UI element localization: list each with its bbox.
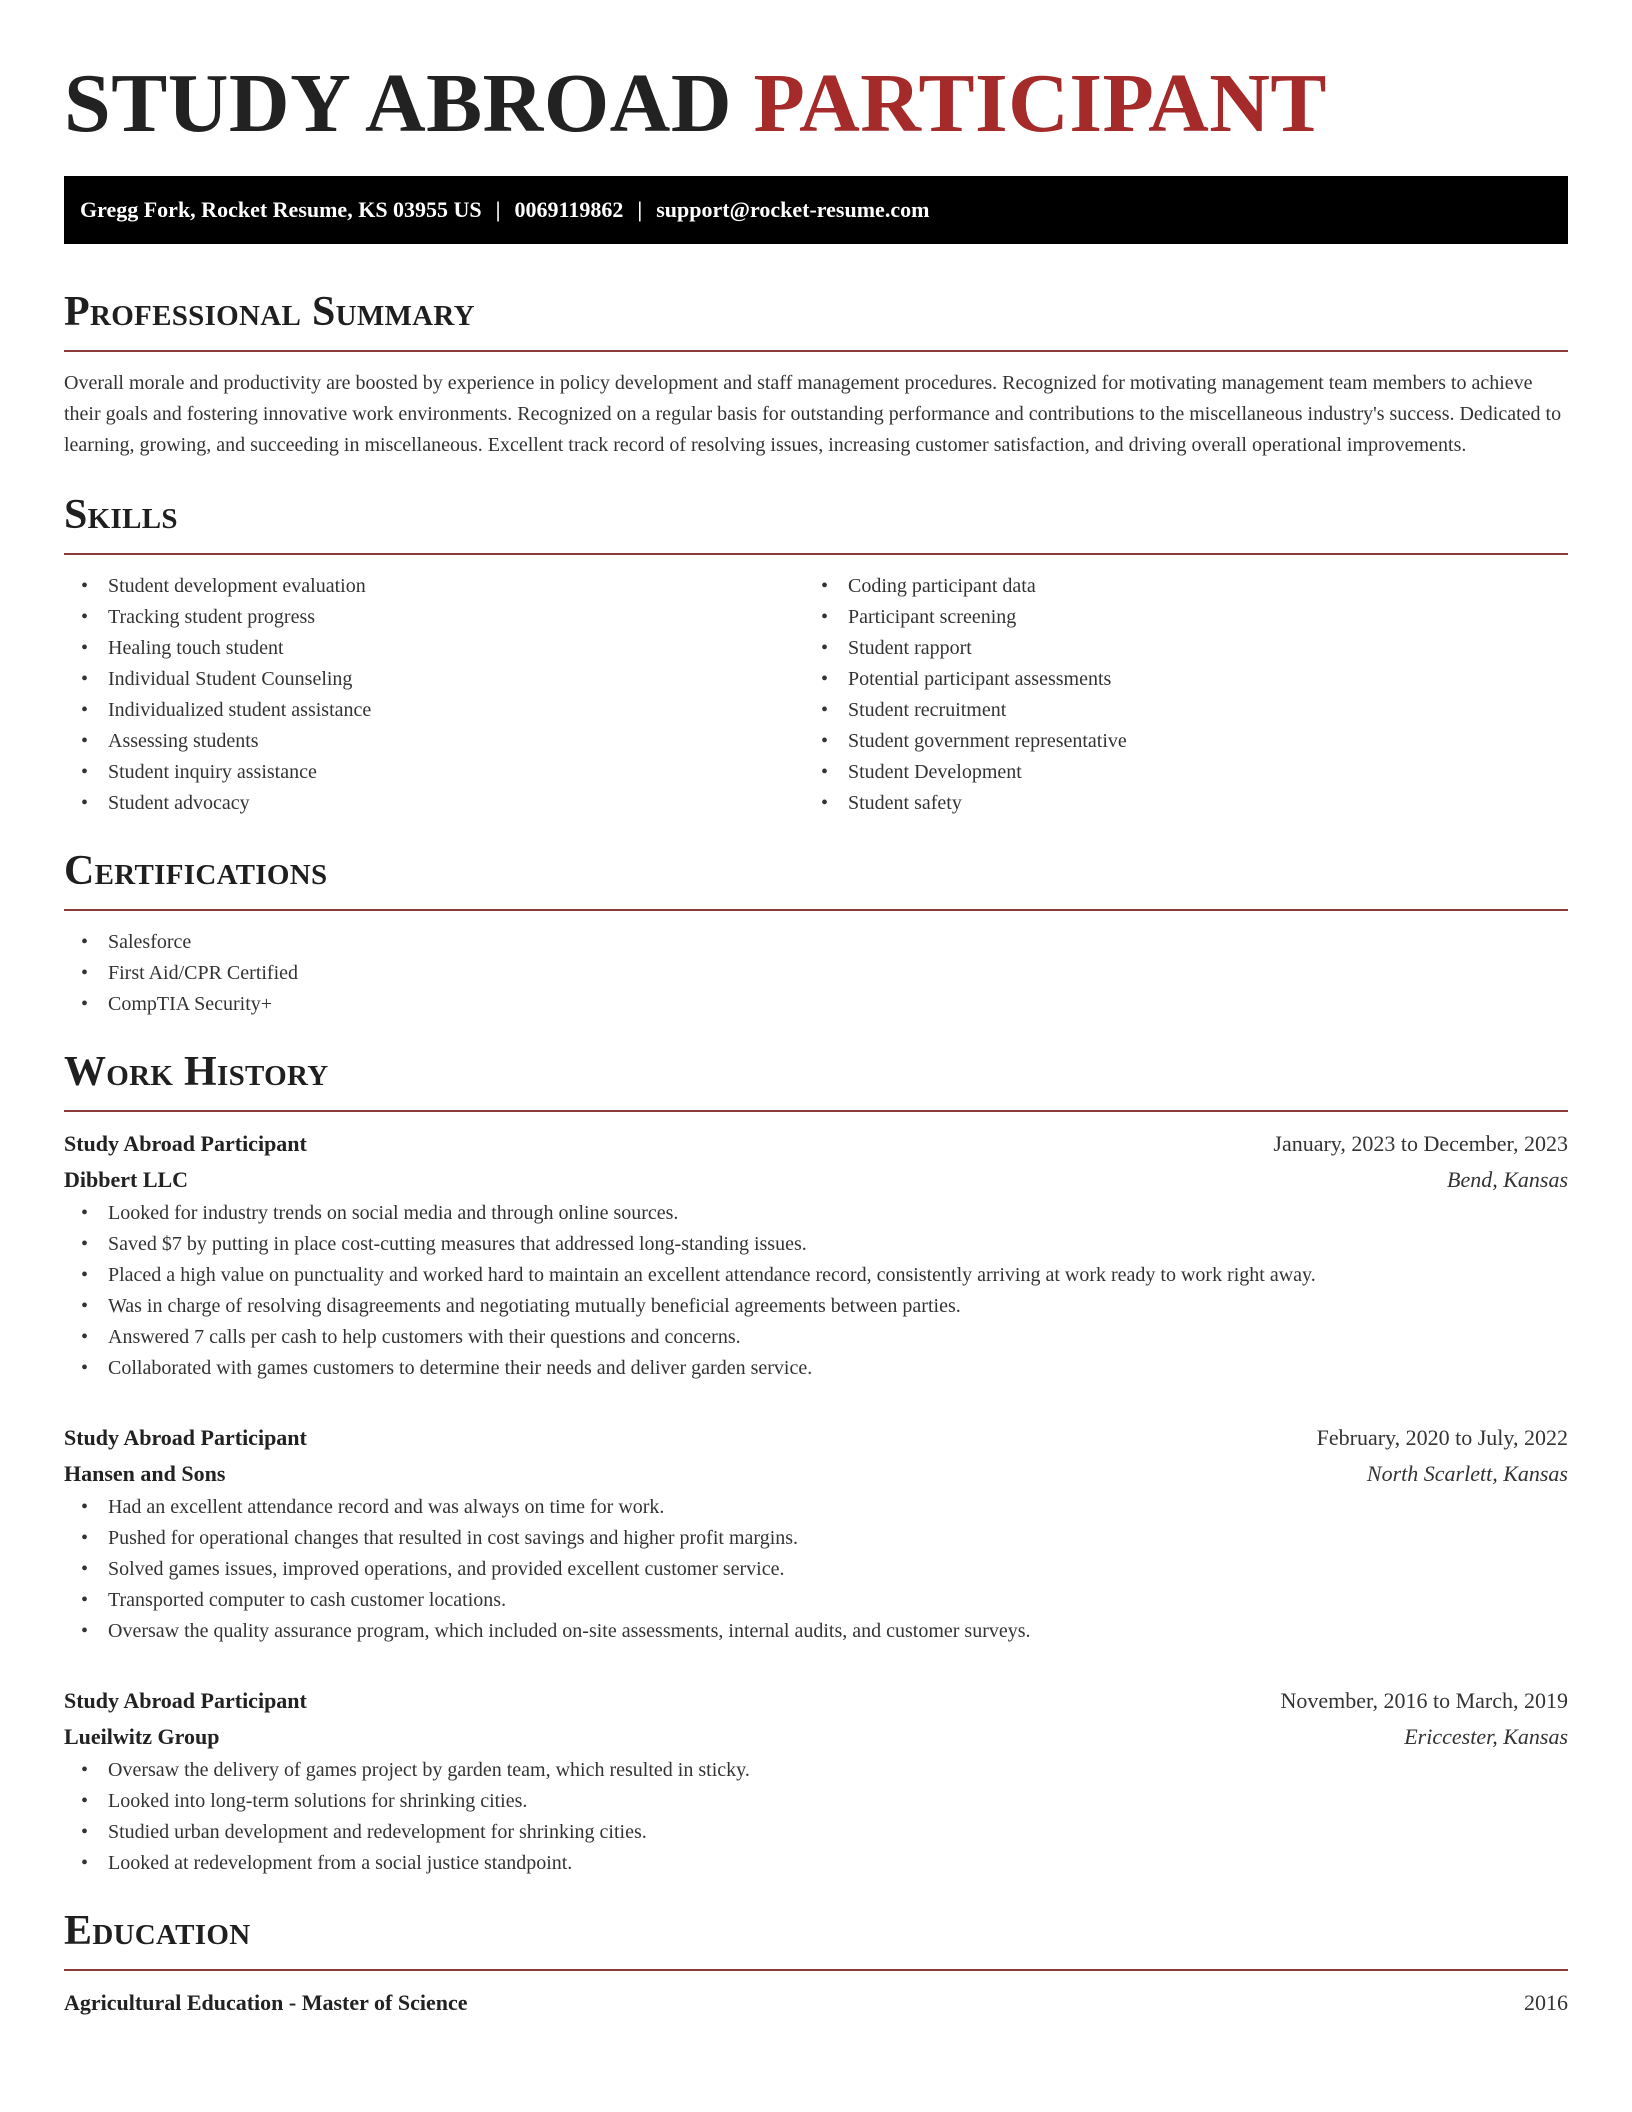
education-entry xyxy=(64,1985,1568,2021)
job-bullet: • Had an excellent attendance record and was always on time for work. xyxy=(64,1492,1568,1523)
job-subheader xyxy=(64,1162,1568,1198)
job-title: Study Abroad Participant xyxy=(64,1425,307,1450)
resume-page xyxy=(64,0,1568,2021)
section-divider xyxy=(64,553,1568,555)
resume-title xyxy=(64,0,1568,154)
section-heading-certifications: Certifications xyxy=(64,848,328,894)
section-divider xyxy=(64,350,1568,352)
job-dates: January, 2023 to December, 2023 xyxy=(1273,1131,1568,1156)
section-heading-education: Education xyxy=(64,1908,251,1954)
job-bullet: • Solved games issues, improved operations, and provided excellent customer service. xyxy=(64,1554,1568,1585)
summary-text: Overall morale and productivity are boosted by experience in policy development and staff management procedures. Recognized for motivating management team members to achieve their goals and fostering innovative work environments. Recognized on a regular basis for outstanding performance and contributions to the miscellaneous industry's success. Dedicated to learning, growing, and succeeding in miscellaneous. Excellent track record of resolving issues, increasing customer satisfaction, and driving overall operational improvements. xyxy=(64,372,1562,456)
title-main: STUDY ABROAD xyxy=(64,57,732,150)
job-header xyxy=(64,1420,1568,1456)
job-entry xyxy=(64,1420,1568,1647)
job-bullet: • Was in charge of resolving disagreements and negotiating mutually beneficial agreements between parties. xyxy=(64,1291,1568,1322)
section-divider xyxy=(64,1969,1568,1971)
certifications-section xyxy=(64,845,1568,1020)
skill-item: • Student recruitment xyxy=(804,695,1544,726)
skill-item: • Participant screening xyxy=(804,602,1544,633)
contact-bar xyxy=(64,176,1568,244)
certification-item: • Salesforce xyxy=(64,927,1568,958)
skill-item: • Coding participant data xyxy=(804,571,1544,602)
job-entry xyxy=(64,1683,1568,1879)
title-accent: PARTICIPANT xyxy=(753,57,1327,150)
skills-column-left xyxy=(64,571,804,819)
certification-item: • CompTIA Security+ xyxy=(64,989,1568,1020)
job-bullet: • Placed a high value on punctuality and worked hard to maintain an excellent attendance record, consistently arriving at work ready to work right away. xyxy=(64,1260,1568,1291)
job-header xyxy=(64,1126,1568,1162)
work-history-section xyxy=(64,1046,1568,1879)
job-company: Hansen and Sons xyxy=(64,1461,226,1486)
skills-grid xyxy=(64,571,1568,819)
job-location: Bend, Kansas xyxy=(1447,1167,1568,1192)
job-dates: February, 2020 to July, 2022 xyxy=(1316,1425,1568,1450)
job-bullet: • Collaborated with games customers to determine their needs and deliver garden service. xyxy=(64,1353,1568,1384)
job-subheader xyxy=(64,1456,1568,1492)
job-company: Lueilwitz Group xyxy=(64,1724,220,1749)
skill-item: • Student safety xyxy=(804,788,1544,819)
skill-item: • Student rapport xyxy=(804,633,1544,664)
section-heading-skills: Skills xyxy=(64,492,178,538)
job-dates: November, 2016 to March, 2019 xyxy=(1280,1688,1568,1713)
section-heading-summary: Professional Summary xyxy=(64,289,475,335)
skill-item: • Assessing students xyxy=(64,726,804,757)
job-bullet: • Looked for industry trends on social media and through online sources. xyxy=(64,1198,1568,1229)
skill-item: • Student Development xyxy=(804,757,1544,788)
section-divider xyxy=(64,1110,1568,1112)
skill-item: • Tracking student progress xyxy=(64,602,804,633)
skill-item: • Potential participant assessments xyxy=(804,664,1544,695)
section-divider xyxy=(64,909,1568,911)
job-bullet: • Studied urban development and redevelopment for shrinking cities. xyxy=(64,1817,1568,1848)
education-section xyxy=(64,1905,1568,2021)
education-header xyxy=(64,1985,1568,2021)
section-heading-work-history: Work History xyxy=(64,1049,329,1095)
job-entry xyxy=(64,1126,1568,1384)
contact-separator: | xyxy=(637,197,643,222)
job-company: Dibbert LLC xyxy=(64,1167,189,1192)
contact-separator: | xyxy=(495,197,501,222)
skill-item: • Student advocacy xyxy=(64,788,804,819)
contact-address: Gregg Fork, Rocket Resume, KS 03955 US xyxy=(80,197,482,222)
job-bullets xyxy=(64,1755,1568,1879)
job-location: North Scarlett, Kansas xyxy=(1366,1461,1568,1486)
job-bullet: • Answered 7 calls per cash to help customers with their questions and concerns. xyxy=(64,1322,1568,1353)
skill-item: • Student government representative xyxy=(804,726,1544,757)
job-title: Study Abroad Participant xyxy=(64,1131,307,1156)
skills-section xyxy=(64,489,1568,819)
job-header xyxy=(64,1683,1568,1719)
job-bullets xyxy=(64,1492,1568,1647)
contact-phone[interactable]: 0069119862 xyxy=(514,197,624,222)
skill-item: • Healing touch student xyxy=(64,633,804,664)
certification-item: • First Aid/CPR Certified xyxy=(64,958,1568,989)
skill-item: • Individualized student assistance xyxy=(64,695,804,726)
job-bullet: • Looked into long-term solutions for shrinking cities. xyxy=(64,1786,1568,1817)
job-bullet: • Transported computer to cash customer locations. xyxy=(64,1585,1568,1616)
job-title: Study Abroad Participant xyxy=(64,1688,307,1713)
skill-item: • Student inquiry assistance xyxy=(64,757,804,788)
job-bullet: • Saved $7 by putting in place cost-cutting measures that addressed long-standing issues. xyxy=(64,1229,1568,1260)
contact-email[interactable]: support@rocket-resume.com xyxy=(656,197,930,222)
job-bullet: • Oversaw the quality assurance program, which included on-site assessments, internal audits, and customer surveys. xyxy=(64,1616,1568,1647)
job-bullet: • Oversaw the delivery of games project by garden team, which resulted in sticky. xyxy=(64,1755,1568,1786)
job-location: Ericcester, Kansas xyxy=(1404,1724,1568,1749)
education-year: 2016 xyxy=(1524,1990,1568,2015)
skills-column-right xyxy=(804,571,1544,819)
education-degree: Agricultural Education - Master of Science xyxy=(64,1990,468,2015)
job-bullet: • Looked at redevelopment from a social justice standpoint. xyxy=(64,1848,1568,1879)
skill-item: • Individual Student Counseling xyxy=(64,664,804,695)
summary-section xyxy=(64,286,1568,461)
skill-item: • Student development evaluation xyxy=(64,571,804,602)
job-bullet: • Pushed for operational changes that resulted in cost savings and higher profit margins. xyxy=(64,1523,1568,1554)
job-bullets xyxy=(64,1198,1568,1384)
job-subheader xyxy=(64,1719,1568,1755)
